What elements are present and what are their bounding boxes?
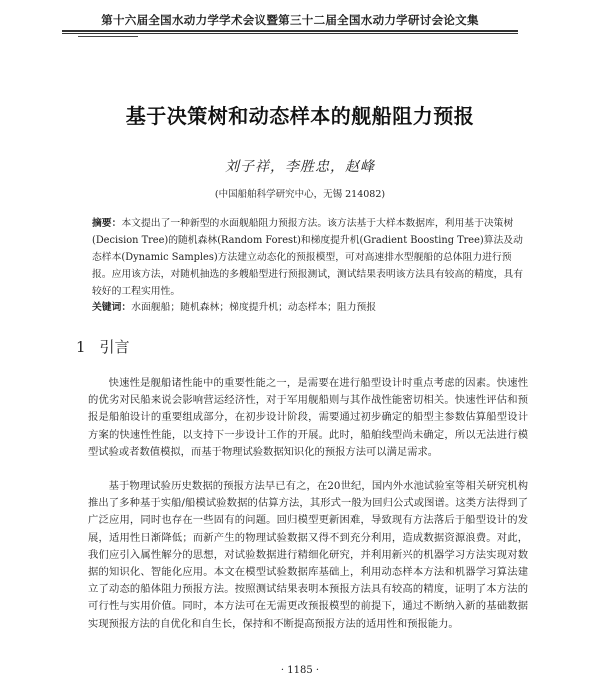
abstract xyxy=(92,215,528,300)
abstract-label: 摘要： xyxy=(92,218,122,229)
header-rule-thin xyxy=(62,33,518,34)
section-heading xyxy=(76,336,130,357)
section-number: 1 xyxy=(76,338,86,356)
header-dash xyxy=(78,36,138,37)
abstract-text: 本文提出了一种新型的水面舰船阻力预报方法。该方法基于大样本数据库，利用基于决策树(Decision Tree)的随机森林(Random Forest)和梯度提升机(Gradient Boosting Tree)算法及动态样本(Dynamic Samples)方法建立动态化的预报模型，可对高速排水型舰船的总体阻力进行预报。应用该方法，对随机抽选的多艘船型进行预报测试，测试结果表明该方法具有较高的精度，具有较好的工程实用性。 xyxy=(92,218,524,297)
header-rule xyxy=(62,30,518,32)
affiliation: (中国船舶科学研究中心，无锡 214082) xyxy=(214,189,386,200)
body-paragraph xyxy=(88,478,528,633)
paragraph-text: 基于物理试验历史数据的预报方法早已有之，在20世纪，国内外水池试验室等相关研究机构推出了多种基于实船/船模试验数据的估算方法，其形式一般为回归公式或图谱。这类方法得到了广泛应用，同时也存在一些固有的问题。回归模型更新困难，导致现有方法落后于船型设计的发展，适用性日渐降低；而新产生的物理试验数据又得不到充分利用，造成数据资源浪费。对此，我们应引入属性解分的思想，对试验数据进行精细化研究，并利用新兴的机器学习方法实现对数据的知识化、智能化应用。本文在模型试验数据库基础上，利用动态样本方法和机器学习算法建立了动态的船体阻力预报方法。按照测试结果表明本预报方法具有较高的精度，证明了本方法的可行性与实用价值。同时，本方法可在无需更改预报模型的前提下，通过不断纳入新的基础数据实现预报方法的自优化和自生长，保持和不断提高预报方法的适用性和预报能力。 xyxy=(88,480,528,630)
author-list: 刘子祥，李胜忠，赵峰 xyxy=(225,159,375,175)
paper-title: 基于决策树和动态样本的舰船阻力预报 xyxy=(125,104,475,128)
page-number: · 1185 · xyxy=(280,665,320,676)
keywords xyxy=(92,299,528,316)
section-title: 引言 xyxy=(99,338,130,356)
keywords-text: 水面舰船；随机森林；梯度提升机；动态样本；阻力预报 xyxy=(131,302,377,313)
paragraph-text: 快速性是舰船诸性能中的重要性能之一，是需要在进行船型设计时重点考虑的因素。快速性的优劣对民船来说会影响营运经济性，对于军用舰船则与其作战性能密切相关。快速性评估和预报是船舶设计的重要组成部分，在初步设计阶段，需要通过初步确定的船型主参数估算船型设计方案的快速性性能，以支持下一步设计工作的开展。此时，船舶线型尚未确定，所以无法进行模型试验或者数值模拟，而基于物理试验数据知识化的预报方法可以满足需求。 xyxy=(88,377,528,458)
running-header: 第十六届全国水动力学学术会议暨第三十二届全国水动力学研讨会论文集 xyxy=(101,13,479,27)
keywords-label: 关键词： xyxy=(92,302,132,313)
body-paragraph xyxy=(88,375,528,461)
